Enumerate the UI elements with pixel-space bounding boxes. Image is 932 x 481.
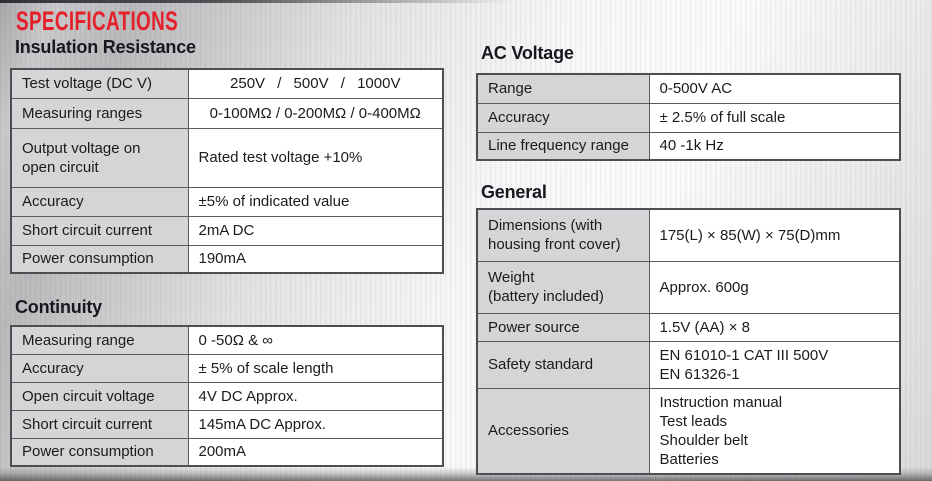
table-row [11, 354, 443, 382]
spec-value-cell: ±5% of indicated value [188, 187, 443, 216]
spec-value-cell: 2mA DC [188, 216, 443, 245]
spec-label-line: open circuit [22, 158, 99, 176]
spec-label-cell: Power consumption [11, 245, 188, 273]
right-column [476, 0, 901, 475]
spec-value-cell: 0 -50Ω & ∞ [188, 326, 443, 354]
spec-label-cell: Power source [477, 313, 649, 341]
spec-label-cell: Short circuit current [11, 216, 188, 245]
spec-value-line: EN 61326-1 [659, 365, 740, 383]
spec-value-cell [649, 388, 900, 474]
table-row [477, 209, 900, 261]
table-ac-voltage [476, 73, 901, 161]
spec-value-cell: ± 5% of scale length [188, 354, 443, 382]
spec-label-cell [477, 209, 649, 261]
spec-value-line: Instruction manual [659, 393, 783, 411]
spec-label-line: Dimensions (with [488, 217, 603, 235]
table-row [11, 245, 443, 273]
spec-label-cell: Line frequency range [477, 132, 649, 160]
spec-label-cell: Range [477, 74, 649, 103]
table-insulation-resistance [10, 68, 444, 274]
spec-label-cell: Accessories [477, 388, 649, 474]
spec-label-cell: Accuracy [11, 354, 188, 382]
spec-label-cell: Accuracy [477, 103, 649, 132]
table-row [11, 187, 443, 216]
table-row [11, 98, 443, 128]
spec-label-line: (battery included) [488, 288, 604, 305]
table-row [477, 313, 900, 341]
table-row [11, 216, 443, 245]
spec-value-cell [649, 341, 900, 388]
table-row [11, 326, 443, 354]
spec-label-line: Weight [488, 269, 535, 286]
table-row [11, 69, 443, 98]
spec-value-cell: 0-100MΩ / 0-200MΩ / 0-400MΩ [188, 98, 443, 128]
table-general [476, 208, 901, 475]
table-row [477, 261, 900, 313]
spec-label-cell: Measuring ranges [11, 98, 188, 128]
table-continuity [10, 325, 444, 467]
spec-value-cell: Rated test voltage +10% [188, 128, 443, 187]
spec-value-line: Batteries [659, 450, 719, 468]
spec-value-cell: 145mA DC Approx. [188, 410, 443, 438]
spec-value-line: EN 61010-1 CAT III 500V [659, 346, 829, 364]
spec-value-cell: 1.5V (AA) × 8 [649, 313, 900, 341]
spec-value-cell: 175(L) × 85(W) × 75(D)mm [649, 209, 900, 261]
spec-value-cell: 4V DC Approx. [188, 382, 443, 410]
spec-label-cell: Safety standard [477, 341, 649, 388]
table-row [477, 103, 900, 132]
table-row [11, 382, 443, 410]
table-row [477, 341, 900, 388]
spec-value-cell: 200mA [188, 438, 443, 466]
spec-label-cell: Open circuit voltage [11, 382, 188, 410]
spec-label-cell [477, 261, 649, 313]
spec-label-line: housing front cover) [488, 236, 621, 254]
spec-value-cell: 190mA [188, 245, 443, 273]
spec-label-line: Output voltage on [22, 139, 141, 157]
spec-label-cell [11, 128, 188, 187]
spec-label-cell: Power consumption [11, 438, 188, 466]
table-row [11, 128, 443, 187]
spec-value-cell: ± 2.5% of full scale [649, 103, 900, 132]
table-row [477, 132, 900, 160]
table-row [11, 410, 443, 438]
spec-label-cell: Measuring range [11, 326, 188, 354]
table-row [477, 388, 900, 474]
section-heading-insulation-resistance: Insulation Resistance [15, 37, 196, 57]
table-row [477, 74, 900, 103]
page-title: SPECIFICATIONS [16, 6, 179, 36]
spec-value-line: Shoulder belt [659, 431, 748, 449]
spec-value-cell: Approx. 600g [649, 261, 900, 313]
table-row [11, 438, 443, 466]
spec-value-line: Test leads [659, 412, 728, 430]
spec-value-cell: 40 -1k Hz [649, 132, 900, 160]
spec-label-cell: Test voltage (DC V) [11, 69, 188, 98]
spec-label-cell: Short circuit current [11, 410, 188, 438]
left-column [10, 0, 444, 467]
spec-value-cell: 0-500V AC [649, 74, 900, 103]
spec-label-cell: Accuracy [11, 187, 188, 216]
section-heading-general: General [481, 182, 547, 202]
section-heading-continuity: Continuity [15, 297, 102, 317]
section-heading-ac-voltage: AC Voltage [481, 43, 574, 63]
spec-value-cell: 250V / 500V / 1000V [188, 69, 443, 98]
